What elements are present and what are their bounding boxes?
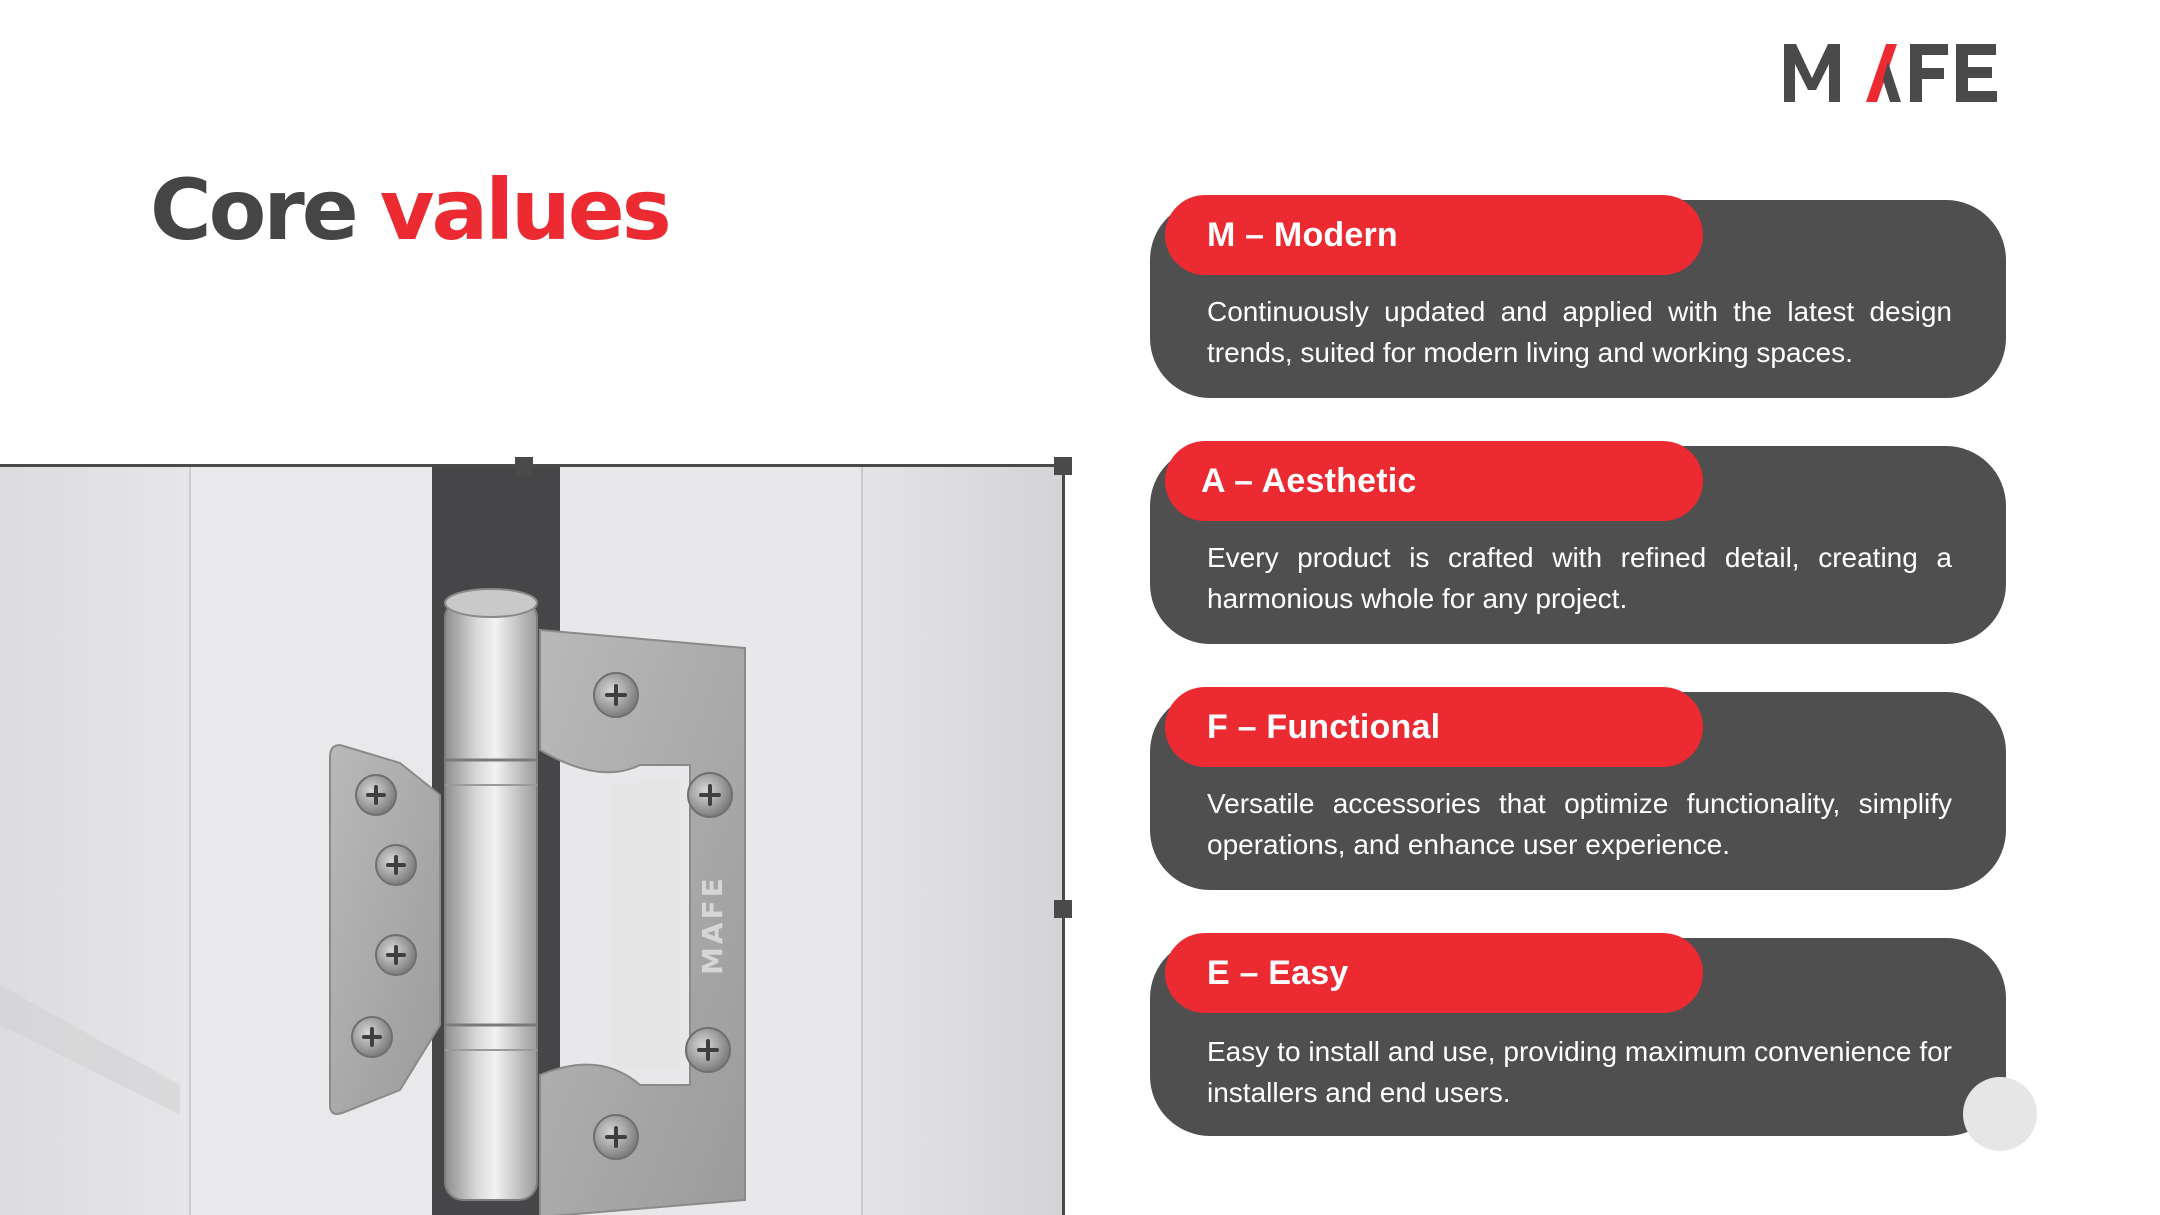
value-description: Every product is crafted with refined detail, creating a harmonious whole for any project. — [1207, 542, 1952, 614]
value-heading: M – Modern — [1207, 215, 1398, 254]
value-heading: E – Easy — [1207, 953, 1349, 992]
value-description: Easy to install and use, providing maximum convenience for installers and end users. — [1207, 1036, 1952, 1108]
page-title — [150, 161, 669, 259]
title-word-values: values — [379, 161, 669, 259]
value-description: Continuously updated and applied with the latest design trends, suited for modern living and working spaces. — [1207, 296, 1952, 368]
resize-handle-right[interactable] — [1054, 900, 1072, 918]
title-word-core: Core — [150, 161, 356, 259]
value-heading-pill — [1165, 195, 1703, 275]
hinge-photo[interactable] — [0, 465, 1062, 1215]
value-description: Versatile accessories that optimize functionality, simplify operations, and enhance user experience. — [1207, 788, 1952, 860]
navigation-dot[interactable] — [1963, 1077, 2037, 1151]
brand-logo — [1782, 40, 2012, 104]
resize-handle-top[interactable] — [515, 457, 533, 475]
value-heading-pill — [1165, 441, 1703, 521]
hinge-illustration — [0, 465, 1062, 1215]
value-heading: A – Aesthetic — [1201, 461, 1417, 500]
resize-handle-top-right[interactable] — [1054, 457, 1072, 475]
value-heading-pill — [1165, 687, 1703, 767]
selection-border-right — [1062, 466, 1065, 1215]
mafe-logo-mark — [1782, 40, 2012, 104]
value-heading-pill — [1165, 933, 1703, 1013]
value-heading: F – Functional — [1207, 707, 1441, 746]
hinge-engraving: MAFE — [696, 875, 729, 975]
